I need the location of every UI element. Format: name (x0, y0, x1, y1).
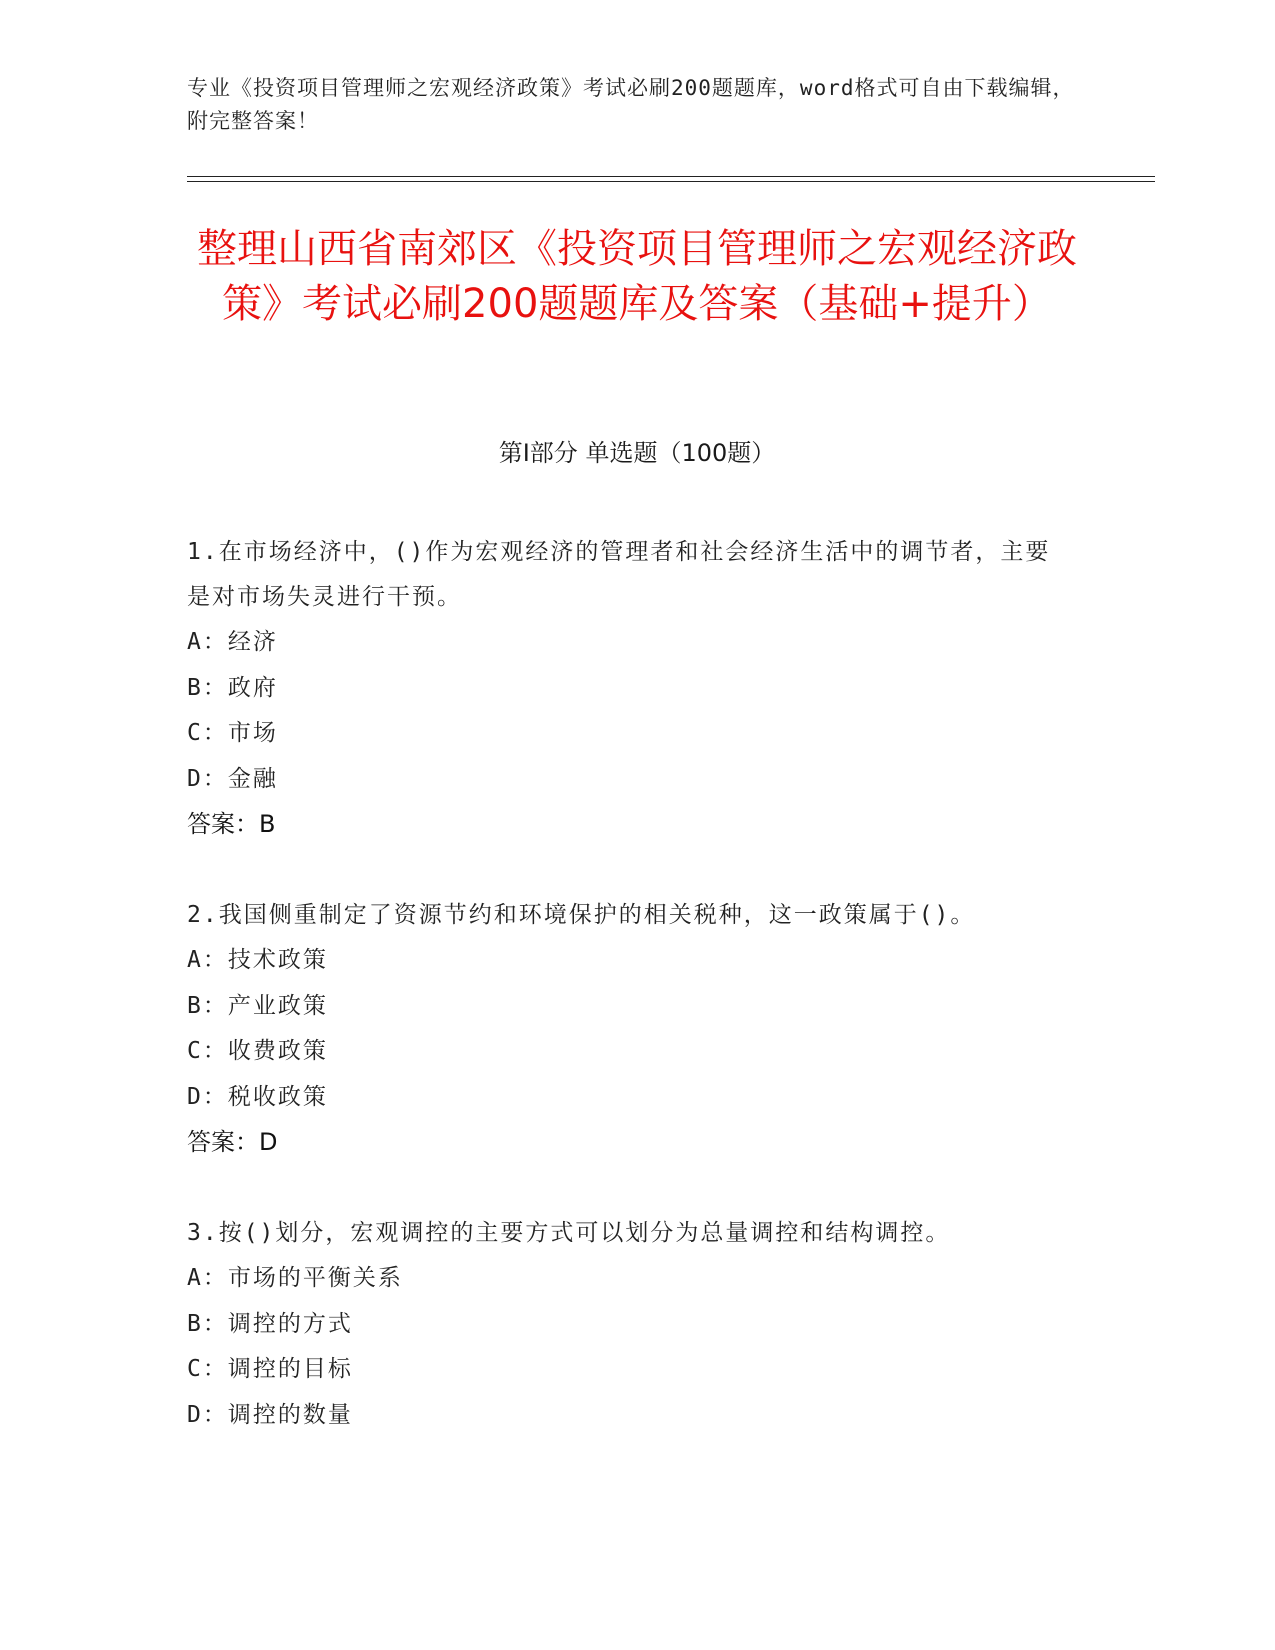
option-a: A：经济 (187, 629, 278, 655)
answer: 答案：D (187, 1128, 278, 1156)
option-b: B：政府 (187, 674, 278, 701)
answer: 答案：B (187, 810, 276, 838)
option-a: A：技术政策 (187, 947, 328, 973)
option-c: C：收费政策 (187, 1038, 328, 1064)
document-title: 整理山西省南郊区《投资项目管理师之宏观经济政策》考试必刷200题题库及答案（基础+提升） (197, 226, 1077, 327)
option-c: C：调控的目标 (187, 1356, 353, 1382)
header-rule-bottom (187, 181, 1155, 182)
question-2 (187, 893, 1067, 1165)
section-title: 第Ⅰ部分 单选题（100题） (498, 439, 776, 467)
question-1 (187, 530, 1067, 847)
option-b: B：产业政策 (187, 992, 328, 1019)
option-d: D：调控的数量 (187, 1401, 353, 1428)
header-rule-top (187, 176, 1155, 177)
header-note: 专业《投资项目管理师之宏观经济政策》考试必刷200题题库，word格式可自由下载编辑，附完整答案！ (187, 76, 1075, 133)
question-text: 2.我国侧重制定了资源节约和环境保护的相关税种，这一政策属于()。 (187, 902, 976, 928)
option-d: D：税收政策 (187, 1083, 328, 1110)
option-d: D：金融 (187, 765, 278, 792)
option-a: A：市场的平衡关系 (187, 1265, 403, 1291)
question-3 (187, 1211, 1067, 1438)
question-text: 1.在市场经济中，()作为宏观经济的管理者和社会经济生活中的调节者，主要是对市场失灵进行干预。 (187, 539, 1051, 610)
option-c: C：市场 (187, 720, 278, 746)
question-list (187, 530, 1067, 1484)
question-text: 3.按()划分，宏观调控的主要方式可以划分为总量调控和结构调控。 (187, 1220, 951, 1246)
option-b: B：调控的方式 (187, 1310, 353, 1337)
